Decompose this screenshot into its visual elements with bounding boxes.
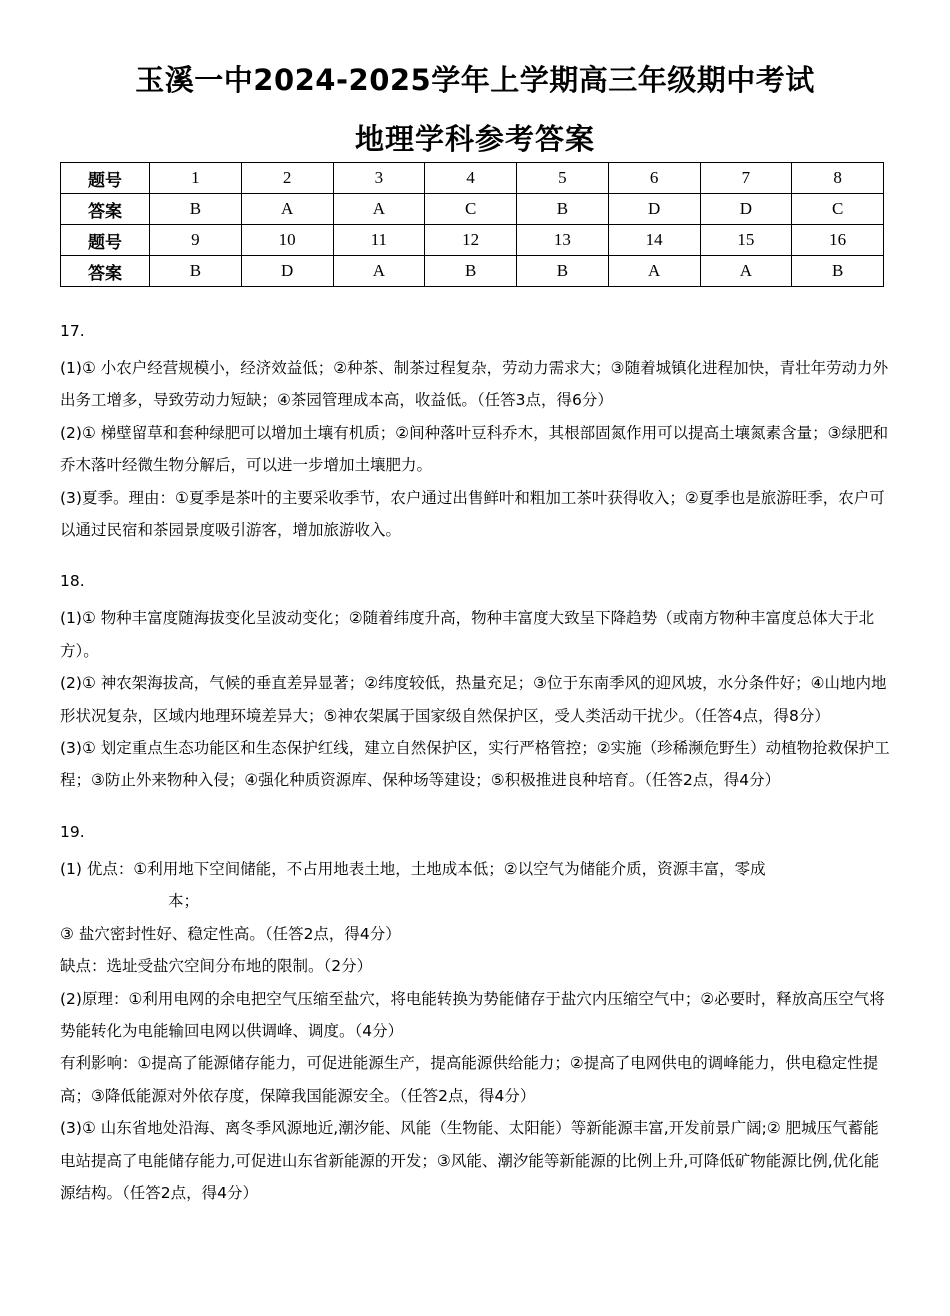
- table-row: [61, 194, 884, 225]
- answer-cell: D: [700, 194, 792, 225]
- answer-cell: A: [241, 194, 333, 225]
- answer-cell: A: [333, 194, 425, 225]
- q18-part3: (3)① 划定重点生态功能区和生态保护红线，建立自然保护区，实行严格管控；②实施（珍稀濒危野生）动植物抢救保护工程；③防止外来物种入侵；④强化种质资源库、保种场等建设；⑤积极推进良种培育。（任答2点，得4分）: [60, 739, 890, 790]
- question-number-cell: 7: [700, 163, 792, 194]
- q19-part3: (3)① 山东省地处沿海、离冬季风源地近,潮汐能、风能（生物能、太阳能）等新能源丰富,开发前景广阔;② 肥城压气蓄能电站提高了电能储存能力,可促进山东省新能源的开发；③风能、潮汐能等新能源的比例上升,可降低矿物能源比例,优化能源结构。（任答2点，得4分）: [60, 1119, 880, 1202]
- question-18-number: 18.: [60, 572, 85, 591]
- question-number-cell: 8: [792, 163, 884, 194]
- page-title: 玉溪一中2024-2025学年上学期高三年级期中考试: [135, 63, 815, 97]
- answer-cell: C: [425, 194, 517, 225]
- header-cell: 题号: [61, 163, 150, 194]
- q17-part3: (3)夏季。理由：①夏季是茶叶的主要采收季节，农户通过出售鲜叶和粗加工茶叶获得收入；②夏季也是旅游旺季，农户可以通过民宿和茶园景度吸引游客，增加旅游收入。: [60, 488, 885, 540]
- q17-part1: (1)① 小农户经营规模小，经济效益低；②种茶、制茶过程复杂，劳动力需求大；③随着城镇化进程加快，青壮年劳动力外出务工增多，导致劳动力短缺；④茶园管理成本高，收益低。（任答3点，得6分）: [60, 359, 889, 410]
- answer-cell: A: [700, 256, 792, 287]
- answer-cell: A: [333, 256, 425, 287]
- question-number-cell: 12: [425, 225, 517, 256]
- q19-disadvantage: 缺点：选址受盐穴空间分布地的限制。（2分）: [60, 957, 373, 976]
- answer-cell: B: [792, 256, 884, 287]
- q19-part1-item3: ③ 盐穴密封性好、稳定性高。（任答2点，得4分）: [60, 924, 401, 943]
- answer-table: [60, 162, 884, 287]
- question-number-cell: 11: [333, 225, 425, 256]
- question-number-cell: 16: [792, 225, 884, 256]
- question-number-cell: 3: [333, 163, 425, 194]
- q19-part1-cont: 本；: [168, 892, 200, 911]
- question-number-cell: 6: [608, 163, 700, 194]
- q18-part1: (1)① 物种丰富度随海拔变化呈波动变化；②随着纬度升高，物种丰富度大致呈下降趋势（或南方物种丰富度总体大于北方）。: [60, 609, 875, 660]
- q19-part2-principle: (2)原理：①利用电网的余电把空气压缩至盐穴，将电能转换为势能储存于盐穴内压缩空气中；②必要时，释放高压空气将势能转化为电能输回电网以供调峰、调度。（4分）: [60, 989, 885, 1040]
- answer-cell: B: [425, 256, 517, 287]
- q18-part2: (2)① 神农架海拔高，气候的垂直差异显著；②纬度较低，热量充足；③位于东南季风的迎风坡，水分条件好；④山地内地形状况复杂，区域内地理环境差异大；⑤神农架属于国家级自然保护区，受人类活动干扰少。（任答4点，得8分）: [60, 674, 887, 725]
- answer-cell: C: [792, 194, 884, 225]
- answer-cell: B: [517, 194, 609, 225]
- q17-part2: (2)① 梯壁留草和套种绿肥可以增加土壤有机质；②间种落叶豆科乔木，其根部固氮作用可以提高土壤氮素含量；③绿肥和乔木落叶经微生物分解后，可以进一步增加土壤肥力。: [60, 423, 889, 475]
- question-number-cell: 14: [608, 225, 700, 256]
- answer-content: [60, 320, 890, 1209]
- question-number-cell: 13: [517, 225, 609, 256]
- question-number-cell: 4: [425, 163, 517, 194]
- header-cell: 答案: [61, 256, 150, 287]
- question-number-cell: 9: [150, 225, 242, 256]
- question-17-number: 17.: [60, 322, 85, 340]
- q19-part1: (1) 优点：①利用地下空间储能，不占用地表土地，土地成本低；②以空气为储能介质，资源丰富，零成: [60, 859, 766, 878]
- answer-cell: D: [608, 194, 700, 225]
- question-number-cell: 5: [517, 163, 609, 194]
- question-number-cell: 15: [700, 225, 792, 256]
- answer-cell: A: [608, 256, 700, 287]
- answer-cell: B: [517, 256, 609, 287]
- table-row: [61, 225, 884, 256]
- question-number-cell: 10: [241, 225, 333, 256]
- question-number-cell: 2: [241, 163, 333, 194]
- header-cell: 答案: [61, 194, 150, 225]
- question-number-cell: 1: [150, 163, 242, 194]
- question-19-number: 19.: [60, 822, 85, 841]
- page-subtitle: 地理学科参考答案: [354, 122, 595, 156]
- table-row: [61, 256, 884, 287]
- header-cell: 题号: [61, 225, 150, 256]
- q19-part2-impact: 有利影响：①提高了能源储存能力，可促进能源生产，提高能源供给能力；②提高了电网供电的调峰能力，供电稳定性提高；③降低能源对外依存度，保障我国能源安全。（任答2点，得4分）: [60, 1054, 879, 1105]
- answer-cell: D: [241, 256, 333, 287]
- answer-cell: B: [150, 194, 242, 225]
- table-row: [61, 163, 884, 194]
- answer-cell: B: [150, 256, 242, 287]
